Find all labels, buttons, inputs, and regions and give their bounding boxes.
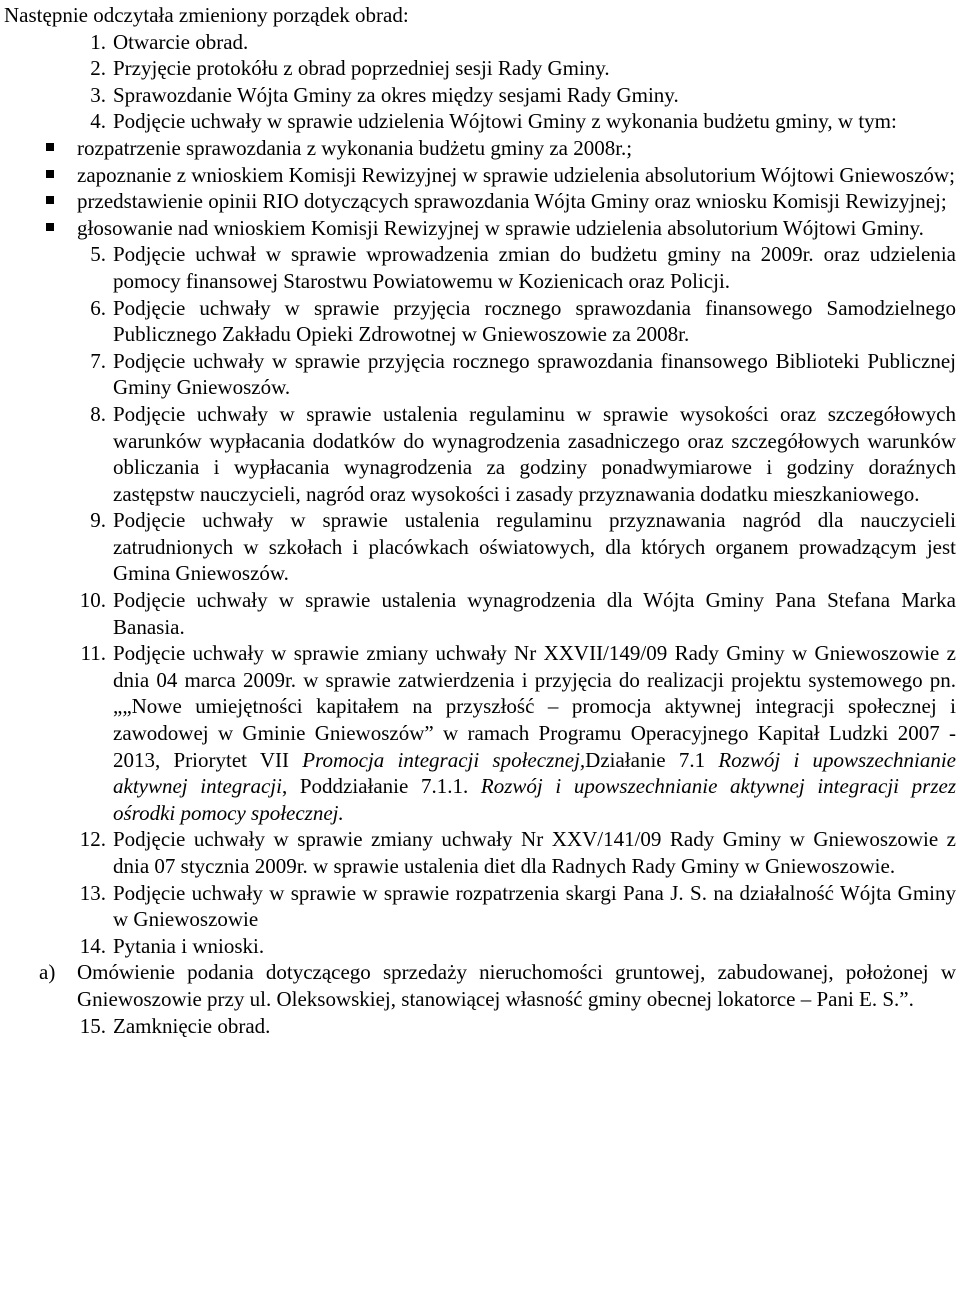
bullet-item (4, 162, 956, 189)
item-text: Podjęcie uchwały w sprawie przyjęcia rocznego sprawozdania finansowego Biblioteki Publicznej Gminy Gniewoszów. (113, 348, 956, 400)
agenda-list-continued (4, 241, 956, 959)
bullet-text: przedstawienie opinii RIO dotyczących sprawozdania Wójta Gminy oraz wniosku Komisji Rewizyjnej; (77, 189, 947, 214)
item-number: 3. (90, 82, 106, 107)
bullet-text: rozpatrzenie sprawozdania z wykonania budżetu gminy za 2008r.; (77, 135, 633, 160)
item-number: 13. (79, 880, 106, 905)
bullet-item (4, 215, 956, 242)
item-4-bullet-list (4, 135, 956, 241)
square-bullet-icon (46, 143, 54, 151)
item-text: Podjęcie uchwały w sprawie zmiany uchwały Nr XXV/141/09 Rady Gminy w Gniewoszowie z dnia 07 stycznia 2009r. w sprawie ustalenia diet dla Radnych Rady Gminy w Gniewoszowie. (113, 827, 956, 878)
square-bullet-icon (46, 223, 54, 231)
agenda-item-3 (4, 82, 956, 109)
agenda-item-12 (4, 826, 956, 879)
item-text: Podjęcie uchwały w sprawie w sprawie rozpatrzenia skargi Pana J. S. na działalność Wójta Gminy w Gniewoszowie (113, 880, 956, 932)
item-text: Podjęcie uchwały w sprawie przyjęcia rocznego sprawozdania finansowego Samodzielnego Publicznego Zakładu Opieki Zdrowotnej w Gniewoszowie za 2008r. (113, 295, 956, 347)
intro-line: Następnie odczytała zmieniony porządek obrad: (4, 3, 409, 27)
bullet-item (4, 135, 956, 162)
agenda-item-11 (4, 640, 956, 826)
agenda-list (4, 29, 956, 135)
agenda-item-9 (4, 507, 956, 587)
item-text: Podjęcie uchwały w sprawie ustalenia regulaminu w sprawie wysokości oraz szczegółowych warunków wypłacania dodatków do wynagrodzenia zasadniczego oraz szczegółowych warunków obliczania i wypłacania wynagrodzenia za godziny ponadwymiarowe i godziny doraźnych zastępstw nauczycieli, nagród oraz wysokości i zasady przyznawania dodatku mieszkaniowego. (113, 401, 956, 506)
agenda-item-14 (4, 933, 956, 960)
bullet-text: zapoznanie z wnioskiem Komisji Rewizyjnej w sprawie udzielenia absolutorium Wójtowi Gniewoszów; (77, 162, 955, 187)
item-text: Podjęcie uchwały w sprawie ustalenia wynagrodzenia dla Wójta Gminy Pana Stefana Marka Banasia. (113, 588, 956, 639)
bullet-item (4, 188, 956, 215)
item-text: Otwarcie obrad. (113, 29, 249, 54)
item-number: 7. (90, 348, 106, 373)
lettered-item-text: Omówienie podania dotyczącego sprzedaży nieruchomości gruntowej, zabudowanej, położonej w Gniewoszowie przy ul. Oleksowskiej, stanowiącej własność gminy obecnej lokatorce – Pani E. S.”. (77, 960, 956, 1011)
agenda-item-7 (4, 348, 956, 401)
agenda-list-final (4, 1013, 956, 1040)
square-bullet-icon (46, 196, 54, 204)
lettered-item (4, 959, 956, 1012)
item-text-italic: Promocja integracji społecznej, (302, 747, 586, 772)
item-number: 9. (90, 508, 106, 533)
item-number: 4. (90, 109, 106, 134)
agenda-item-13 (4, 880, 956, 933)
item-text-italic: Rozwój i upowszechnianie aktywnej integracji przez ośrodki pomocy społecznej. (113, 774, 956, 825)
item-number: 1. (90, 29, 106, 54)
item-text: Podjęcie uchwały w sprawie ustalenia regulaminu przyznawania nagród dla nauczycieli zatrudnionych w szkołach i placówkach oświatowych, dla których organem prowadzącym jest Gmina Gniewoszów. (113, 508, 956, 586)
item-text: Zamknięcie obrad. (113, 1013, 271, 1038)
item-number: 12. (79, 827, 106, 852)
agenda-item-5 (4, 241, 956, 294)
item-text-part: Podjęcie uchwały w sprawie zmiany uchwały Nr XXVII/149/09 Rady Gminy w Gniewoszowie z dnia 04 marca 2009r. w sprawie zatwierdzenia i przyjęcia do realizacji projektu systemowego pn.„„Nowe umiejętności kapitałem na przyszłość – promocja aktywnej integracji społecznej i zawodowej w Gminie Gniewoszów” w ramach Programu Operacyjnego Kapitał Ludzki 2007 - 2013, Priorytet VII (113, 641, 956, 772)
item-number: 8. (90, 401, 106, 426)
item-text-italic: Rozwój i upowszechnianie aktywnej integracji (113, 747, 957, 799)
item-number: 5. (90, 242, 106, 267)
item-text: Podjęcie uchwały w sprawie udzielenia Wójtowi Gminy z wykonania budżetu gminy, w tym: (113, 109, 897, 134)
item-text (113, 640, 956, 826)
item-number: 6. (90, 295, 106, 320)
bullet-text: głosowanie nad wnioskiem Komisji Rewizyjnej w sprawie udzielenia absolutorium Wójtowi Gminy. (77, 215, 924, 240)
agenda-item-8 (4, 401, 956, 507)
lettered-item-label: a) (39, 960, 56, 985)
item-text: Podjęcie uchwał w sprawie wprowadzenia zmian do budżetu gminy na 2009r. oraz udzielenia pomocy finansowej Starostwu Powiatowemu w Kozienicach oraz Policji. (113, 242, 956, 293)
item-number: 2. (90, 56, 106, 81)
agenda-item-10 (4, 587, 956, 640)
square-bullet-icon (46, 170, 54, 178)
item-text-part: Działanie 7.1 (585, 747, 719, 772)
agenda-item-15 (4, 1013, 956, 1040)
item-text: Sprawozdanie Wójta Gminy za okres między sesjami Rady Gminy. (113, 82, 679, 107)
item-text: Pytania i wnioski. (113, 933, 265, 958)
agenda-item-2 (4, 55, 956, 82)
item-number: 10. (79, 588, 106, 613)
item-text: Przyjęcie protokółu z obrad poprzedniej sesji Rady Gminy. (113, 56, 610, 81)
item-14-sublist (4, 959, 956, 1012)
item-number: 14. (79, 933, 106, 958)
item-number: 11. (80, 641, 106, 666)
agenda-item-4 (4, 108, 956, 135)
item-text-part: , Poddziałanie 7.1.1. (281, 774, 481, 799)
item-number: 15. (79, 1013, 106, 1038)
agenda-item-1 (4, 29, 956, 56)
agenda-item-6 (4, 295, 956, 348)
